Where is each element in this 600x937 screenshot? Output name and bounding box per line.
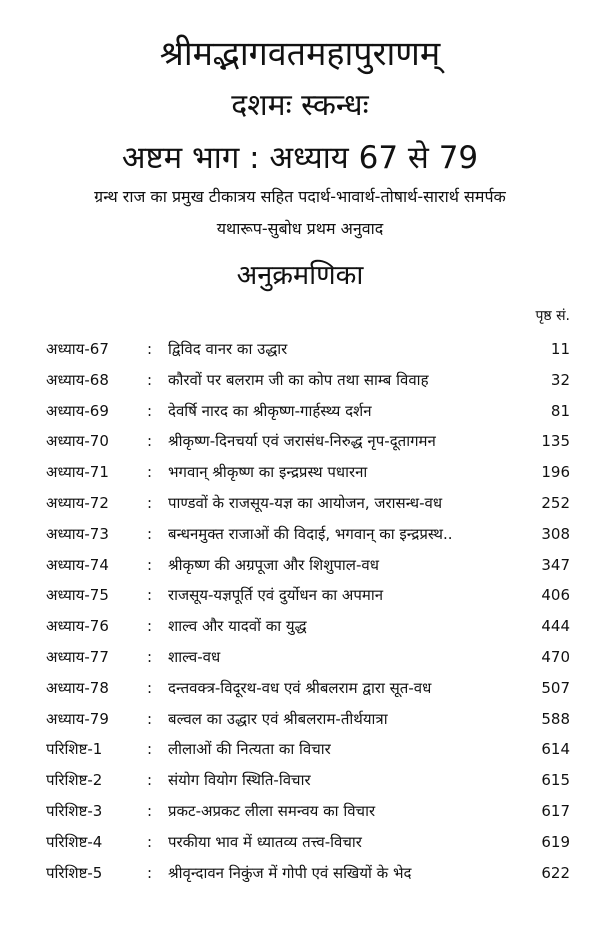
separator: :	[147, 863, 153, 882]
chapter-title: द्विविद वानर का उद्धार	[168, 340, 288, 358]
page-number: 615	[541, 771, 570, 790]
chapter-label: अध्याय-74	[46, 555, 109, 574]
chapter-label: अध्याय-73	[46, 524, 109, 543]
index-entry	[0, 457, 600, 488]
index-heading: अनुक्रमणिका	[236, 260, 364, 291]
index-entry	[0, 673, 600, 704]
chapter-title: देवर्षि नारद का श्रीकृष्ण-गार्हस्थ्य दर्शन	[168, 401, 372, 420]
chapter-label: अध्याय-75	[46, 586, 109, 605]
separator: :	[147, 401, 153, 420]
index-entry	[0, 704, 600, 735]
page-number: 619	[541, 832, 570, 851]
separator: :	[147, 801, 153, 820]
index-entry	[0, 858, 600, 889]
index-entry	[0, 334, 600, 365]
chapter-label: अध्याय-71	[46, 463, 109, 482]
page-number: 252	[541, 493, 570, 512]
chapter-title: बल्वल का उद्धार एवं श्रीबलराम-तीर्थयात्रा	[168, 709, 388, 728]
description-line-2: यथारूप-सुबोध प्रथम अनुवाद	[216, 219, 384, 238]
page-number: 308	[541, 524, 570, 543]
chapter-title: श्रीवृन्दावन निकुंज में गोपी एवं सखियों के भेद	[168, 863, 412, 882]
chapter-label: परिशिष्ट-2	[46, 771, 103, 790]
chapter-label: अध्याय-78	[46, 678, 109, 697]
index-entry	[0, 426, 600, 457]
separator: :	[147, 771, 153, 790]
chapter-title: पाण्डवों के राजसूय-यज्ञ का आयोजन, जरासन्ध-वध	[168, 493, 443, 512]
chapter-label: परिशिष्ट-1	[46, 740, 103, 759]
chapter-label: अध्याय-67	[46, 340, 109, 358]
chapter-title: परकीया भाव में ध्यातव्य तत्त्व-विचार	[168, 832, 362, 851]
chapter-title: शाल्व और यादवों का युद्ध	[168, 617, 307, 636]
page-number: 470	[541, 647, 570, 666]
book-title: श्रीमद्भागवतमहापुराणम्	[159, 34, 441, 74]
index-list	[0, 334, 600, 888]
page-number: 444	[541, 617, 570, 636]
index-entry	[0, 550, 600, 581]
chapter-label: परिशिष्ट-5	[46, 863, 103, 882]
index-entry	[0, 580, 600, 611]
index-entry	[0, 765, 600, 796]
index-entry	[0, 365, 600, 396]
chapter-title: दन्तवक्त्र-विदूरथ-वध एवं श्रीबलराम द्वारा सूत-वध	[168, 678, 432, 697]
chapter-label: परिशिष्ट-3	[46, 801, 103, 820]
index-entry	[0, 611, 600, 642]
chapter-label: अध्याय-77	[46, 647, 109, 666]
chapter-title: श्रीकृष्ण-दिनचर्या एवं जरासंध-निरुद्ध नृप-दूतागमन	[168, 432, 436, 451]
chapter-title: संयोग वियोग स्थिति-विचार	[168, 771, 311, 790]
index-entry	[0, 519, 600, 550]
page-number: 32	[550, 370, 570, 389]
index-entry	[0, 396, 600, 427]
page-number-header: पृष्ठ सं.	[535, 308, 570, 324]
separator: :	[147, 524, 153, 543]
chapter-label: परिशिष्ट-4	[46, 832, 103, 851]
page-number: 347	[541, 555, 570, 574]
part-title: अष्टम भाग : अध्याय 67 से 79	[121, 140, 479, 176]
separator: :	[147, 493, 153, 512]
index-entry	[0, 827, 600, 858]
chapter-title: कौरवों पर बलराम जी का कोप तथा साम्ब विवाह	[168, 370, 429, 389]
separator: :	[147, 832, 153, 851]
separator: :	[147, 678, 153, 697]
page-number: 617	[541, 801, 570, 820]
separator: :	[147, 647, 153, 666]
separator: :	[147, 370, 153, 389]
separator: :	[147, 586, 153, 605]
chapter-label: अध्याय-79	[46, 709, 109, 728]
separator: :	[147, 555, 153, 574]
description-line-1: ग्रन्थ राज का प्रमुख टीकात्रय सहित पदार्थ-भावार्थ-तोषार्थ-सारार्थ समर्पक	[94, 187, 506, 206]
page-number: 11	[550, 340, 570, 358]
index-entry	[0, 734, 600, 765]
page-number: 196	[541, 463, 570, 482]
index-entry	[0, 488, 600, 519]
chapter-title: प्रकट-अप्रकट लीला समन्वय का विचार	[168, 801, 376, 820]
separator: :	[147, 340, 153, 358]
page-number: 588	[541, 709, 570, 728]
chapter-title: लीलाओं की नित्यता का विचार	[168, 740, 331, 759]
chapter-title: भगवान् श्रीकृष्ण का इन्द्रप्रस्थ पधारना	[168, 463, 368, 482]
chapter-title: शाल्व-वध	[168, 647, 221, 666]
chapter-title: राजसूय-यज्ञपूर्ति एवं दुर्योधन का अपमान	[168, 586, 384, 605]
page-number: 135	[541, 432, 570, 451]
page-number: 406	[541, 586, 570, 605]
chapter-title: बन्धनमुक्त राजाओं की विदाई, भगवान् का इन्द्रप्रस्थ..	[168, 524, 453, 543]
page-number: 507	[541, 678, 570, 697]
chapter-label: अध्याय-70	[46, 432, 109, 451]
chapter-label: अध्याय-76	[46, 617, 109, 636]
chapter-label: अध्याय-72	[46, 493, 109, 512]
separator: :	[147, 617, 153, 636]
separator: :	[147, 463, 153, 482]
chapter-label: अध्याय-68	[46, 370, 109, 389]
page-number: 622	[541, 863, 570, 882]
chapter-label: अध्याय-69	[46, 401, 109, 420]
index-entry	[0, 642, 600, 673]
index-entry	[0, 796, 600, 827]
chapter-title: श्रीकृष्ण की अग्रपूजा और शिशुपाल-वध	[168, 555, 379, 574]
separator: :	[147, 432, 153, 451]
page-number: 614	[541, 740, 570, 759]
canto-title: दशमः स्कन्धः	[231, 88, 369, 123]
separator: :	[147, 709, 153, 728]
page-number: 81	[550, 401, 570, 420]
separator: :	[147, 740, 153, 759]
